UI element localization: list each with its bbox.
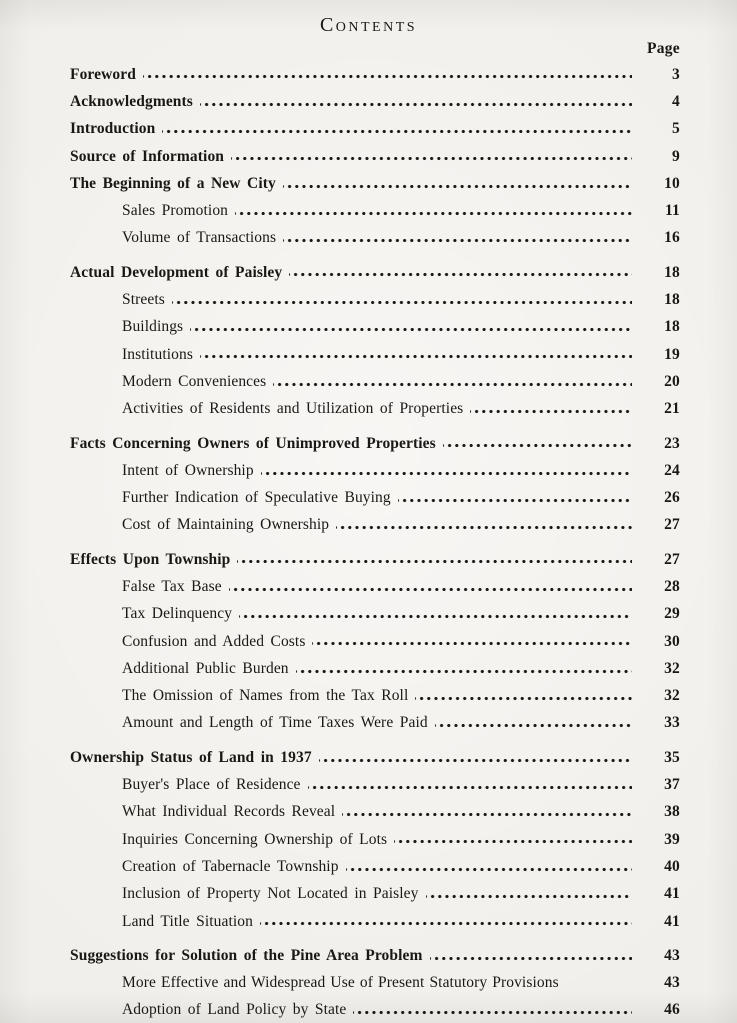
toc-entry — [0, 314, 680, 341]
toc-entry — [0, 546, 680, 573]
toc-entry — [0, 826, 680, 853]
toc-entry — [0, 628, 680, 655]
toc-entry-label: Streets — [122, 291, 165, 309]
leader-dots — [143, 61, 632, 88]
toc-entry-label: Effects Upon Township — [70, 550, 231, 568]
leader-dots — [308, 771, 632, 798]
toc-entry-label: The Beginning of a New City — [70, 174, 276, 192]
leader-dots — [398, 484, 632, 511]
toc-group — [0, 942, 680, 1023]
leader-dots — [260, 908, 632, 935]
toc-entry-page: 32 — [664, 659, 680, 677]
toc-entry — [0, 744, 680, 771]
toc-entry-page: 18 — [664, 318, 680, 336]
toc-entry — [0, 997, 680, 1023]
toc-entry-label: Further Indication of Speculative Buying — [122, 489, 391, 507]
toc-entry — [0, 457, 680, 484]
toc-entry-page: 26 — [664, 489, 680, 507]
toc-group — [0, 259, 680, 423]
leader-dots — [435, 710, 632, 737]
leader-dots — [239, 601, 632, 628]
toc-entry-label: Source of Information — [70, 147, 225, 165]
leader-dots — [231, 143, 632, 170]
toc-group — [0, 546, 680, 737]
toc-entry-label: Land Title Situation — [122, 912, 253, 930]
leader-dots — [319, 744, 632, 771]
toc-entry-page: 19 — [664, 345, 680, 363]
leader-dots — [346, 853, 632, 880]
toc-entry — [0, 143, 680, 170]
page-title: Contents — [319, 14, 418, 36]
toc-entry-label: Institutions — [122, 345, 193, 363]
leader-dots — [261, 457, 632, 484]
leader-dots — [235, 197, 632, 224]
leader-dots — [289, 259, 632, 286]
toc-entry-label: Foreword — [70, 65, 136, 83]
leader-dots — [336, 512, 632, 539]
toc-entry-page: 41 — [664, 912, 680, 930]
toc-entry-label: Inquiries Concerning Ownership of Lots — [122, 830, 388, 848]
toc-entry — [0, 908, 680, 935]
toc-entry-page: 3 — [672, 65, 680, 83]
leader-dots — [200, 88, 632, 115]
toc-entry — [0, 970, 680, 997]
toc-entry-label: Ownership Status of Land in 1937 — [70, 748, 312, 766]
toc-entry — [0, 799, 680, 826]
leader-dots — [353, 997, 632, 1023]
toc-entry — [0, 170, 680, 197]
toc-entry-page: 18 — [664, 291, 680, 309]
toc-entry-label: Tax Delinquency — [122, 605, 233, 623]
toc-entry-page: 37 — [664, 776, 680, 794]
toc-entry-page: 35 — [664, 748, 680, 766]
toc-entry — [0, 368, 680, 395]
leader-dots — [229, 573, 632, 600]
toc-entry-page: 24 — [664, 461, 680, 479]
toc-entry-page: 18 — [664, 263, 680, 281]
toc-entry-label: Activities of Residents and Utilization of Properties — [122, 400, 464, 418]
leader-dots — [273, 368, 632, 395]
toc-entry-page: 43 — [664, 974, 680, 992]
toc-entry — [0, 259, 680, 286]
leader-dots — [394, 826, 632, 853]
toc-entry-label: What Individual Records Reveal — [122, 803, 336, 821]
toc-entry — [0, 61, 680, 88]
toc-entry-page: 30 — [664, 632, 680, 650]
toc-entry-page: 21 — [664, 400, 680, 418]
toc-entry-label: Buildings — [122, 318, 184, 336]
leader-dots — [237, 546, 632, 573]
toc-entry-label: Facts Concerning Owners of Unimproved Properties — [70, 434, 436, 452]
toc-entry-page: 5 — [672, 120, 680, 138]
toc-entry-label: The Omission of Names from the Tax Roll — [122, 687, 409, 705]
toc-entry — [0, 683, 680, 710]
toc-entry-label: Intent of Ownership — [122, 461, 254, 479]
toc-entry-label: Suggestions for Solution of the Pine Area Problem — [70, 946, 423, 964]
toc-entry-label: Inclusion of Property Not Located in Paisley — [122, 885, 419, 903]
leader-dots — [162, 116, 632, 143]
leader-dots — [430, 942, 632, 969]
toc-entry-page: 23 — [664, 434, 680, 452]
toc-entry-label: Creation of Tabernacle Township — [122, 857, 339, 875]
leader-dots — [172, 286, 632, 313]
toc-entry-label: False Tax Base — [122, 577, 222, 595]
toc-entry — [0, 225, 680, 252]
toc-entry-page: 28 — [664, 577, 680, 595]
leader-dots — [190, 314, 632, 341]
toc-entry-page: 41 — [664, 885, 680, 903]
toc-entry-page: 16 — [664, 229, 680, 247]
toc-entry-page: 20 — [664, 372, 680, 390]
toc-entry-page: 38 — [664, 803, 680, 821]
toc-entry-label: Buyer's Place of Residence — [122, 776, 301, 794]
leader-dots — [443, 430, 632, 457]
toc-entry-label: Sales Promotion — [122, 202, 229, 220]
toc-entry — [0, 116, 680, 143]
toc-entry-label: Introduction — [70, 120, 156, 138]
toc-group — [0, 744, 680, 935]
toc-entry-label: Confusion and Added Costs — [122, 632, 306, 650]
leader-dots — [470, 396, 632, 423]
toc-entry — [0, 396, 680, 423]
toc-entry — [0, 942, 680, 969]
leader-dots — [200, 341, 632, 368]
toc-entry — [0, 853, 680, 880]
toc-entry — [0, 881, 680, 908]
toc-entry-page: 9 — [672, 147, 680, 165]
toc-entry-page: 40 — [664, 857, 680, 875]
leader-dots — [283, 225, 632, 252]
toc-entry — [0, 771, 680, 798]
toc-entry — [0, 286, 680, 313]
leader-dots — [296, 655, 632, 682]
toc-entry — [0, 710, 680, 737]
toc-entry-label: Actual Development of Paisley — [70, 263, 283, 281]
toc-entry-label: Additional Public Burden — [122, 659, 289, 677]
toc-entry — [0, 88, 680, 115]
toc-entry-page: 27 — [664, 516, 680, 534]
toc-entry-label: Amount and Length of Time Taxes Were Paid — [122, 714, 428, 732]
toc-entry-page: 4 — [672, 92, 680, 110]
toc-group — [0, 61, 680, 252]
toc-entry — [0, 430, 680, 457]
toc-entry — [0, 601, 680, 628]
toc-entry — [0, 655, 680, 682]
leader-dots — [415, 683, 632, 710]
leader-dots — [426, 881, 632, 908]
toc-entry-label: More Effective and Widespread Use of Present Statutory Provisions — [122, 974, 559, 992]
toc-entry-label: Acknowledgments — [70, 92, 193, 110]
toc-entry-page: 10 — [664, 174, 680, 192]
toc-entry — [0, 512, 680, 539]
toc-entry-label: Cost of Maintaining Ownership — [122, 516, 330, 534]
toc-entry — [0, 484, 680, 511]
toc-entry-page: 29 — [664, 605, 680, 623]
toc-entry-page: 43 — [664, 946, 680, 964]
toc-entry-page: 27 — [664, 550, 680, 568]
table-of-contents — [0, 61, 737, 1023]
leader-dots — [312, 628, 632, 655]
leader-dots — [563, 970, 636, 997]
toc-entry-page: 33 — [664, 714, 680, 732]
toc-entry — [0, 341, 680, 368]
toc-entry-page: 39 — [664, 830, 680, 848]
toc-entry — [0, 197, 680, 224]
toc-group — [0, 430, 680, 539]
leader-dots — [342, 799, 632, 826]
toc-entry-label: Modern Conveniences — [122, 372, 267, 390]
toc-entry — [0, 573, 680, 600]
leader-dots — [283, 170, 632, 197]
toc-entry-label: Volume of Transactions — [122, 229, 277, 247]
toc-entry-page: 46 — [664, 1001, 680, 1019]
toc-entry-page: 32 — [664, 687, 680, 705]
toc-entry-label: Adoption of Land Policy by State — [122, 1001, 347, 1019]
page-column-header: Page — [646, 40, 680, 57]
toc-entry-page: 11 — [664, 202, 680, 220]
